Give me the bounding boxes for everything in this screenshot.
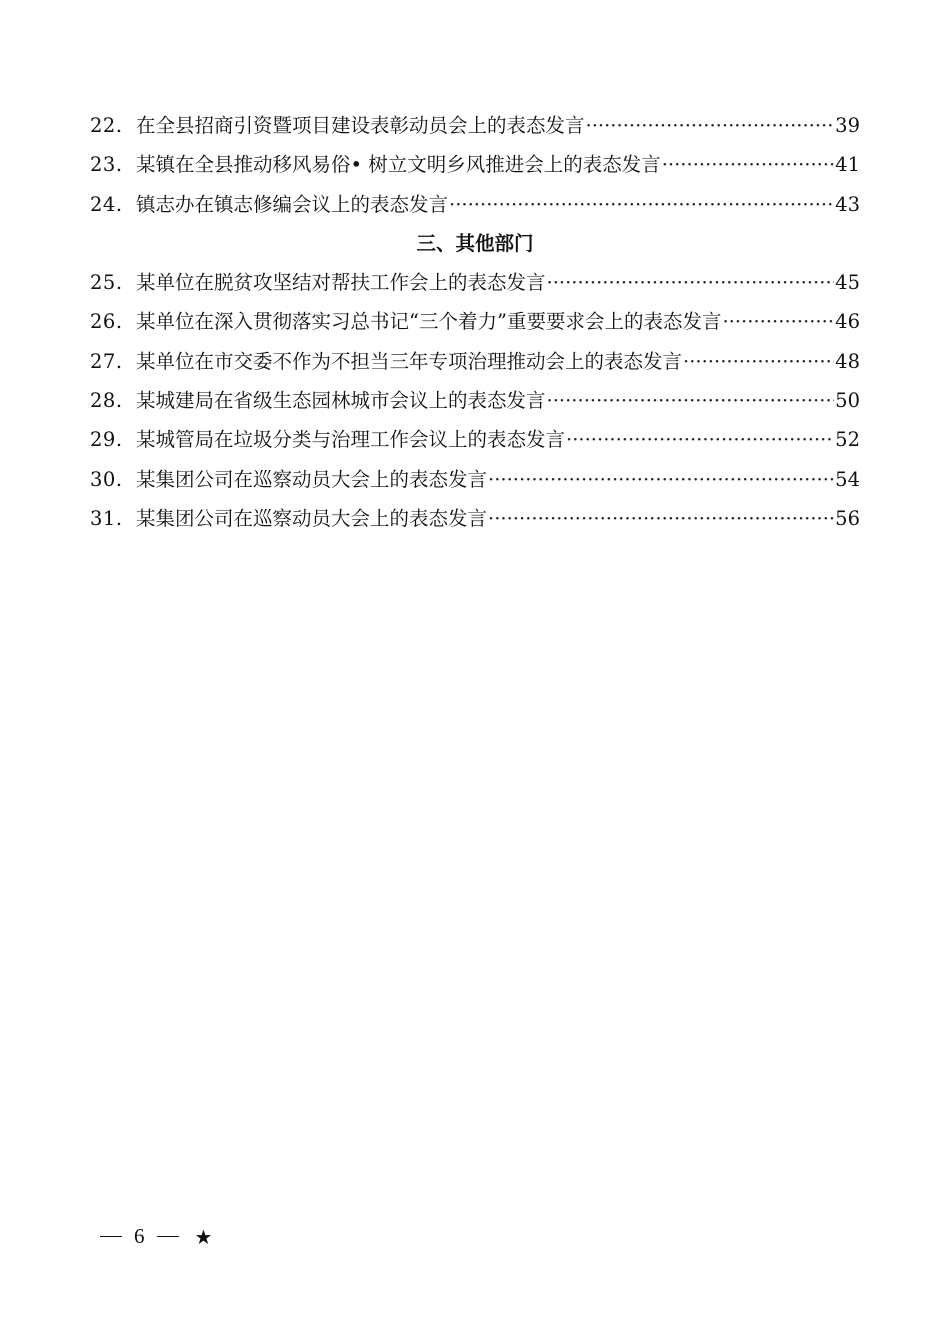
toc-entry[interactable]	[90, 302, 860, 341]
toc-entry-page: 50	[835, 389, 860, 413]
toc-entry[interactable]	[90, 106, 860, 145]
toc-entry-page: 43	[835, 192, 860, 216]
toc-entry-number: 22.	[90, 114, 123, 137]
toc-entry[interactable]	[90, 381, 860, 420]
toc-entry-title: 某集团公司在巡察动员大会上的表态发言	[136, 467, 488, 491]
toc-entry-page: 45	[835, 271, 860, 295]
toc-group-county-towns	[90, 106, 860, 224]
toc-leader-dots	[662, 145, 834, 184]
toc-entry-page: 48	[835, 349, 860, 373]
page-number: 6	[134, 1224, 145, 1248]
toc-entry-number: 30.	[90, 467, 123, 491]
toc-entry-page: 56	[835, 506, 860, 530]
toc-entry-number: 24.	[90, 192, 123, 216]
toc-entry[interactable]	[90, 185, 860, 224]
toc-entry-title: 某单位在深入贯彻落实习总书记“三个着力”重要要求会上的表态发言	[136, 310, 722, 334]
toc-entry-title: 镇志办在镇志修编会议上的表态发言	[136, 192, 449, 216]
toc-leader-dots	[683, 342, 834, 381]
table-of-contents	[90, 106, 860, 538]
toc-entry-number: 26.	[90, 310, 123, 334]
toc-entry[interactable]	[90, 499, 860, 538]
toc-leader-dots	[488, 460, 834, 499]
toc-entry-title: 某单位在脱贫攻坚结对帮扶工作会上的表态发言	[136, 271, 546, 295]
toc-entry-page: 52	[835, 428, 860, 452]
toc-entry-number: 23.	[90, 153, 123, 177]
toc-entry-page: 41	[835, 153, 860, 177]
toc-entry-number: 31.	[90, 506, 123, 530]
toc-entry[interactable]	[90, 460, 860, 499]
toc-leader-dots	[722, 302, 834, 341]
toc-entry-title: 在全县招商引资暨项目建设表彰动员会上的表态发言	[136, 114, 585, 137]
toc-entry[interactable]	[90, 145, 860, 184]
toc-leader-dots	[547, 381, 835, 420]
toc-entry-page: 54	[835, 467, 860, 491]
toc-entry-number: 28.	[90, 389, 123, 413]
toc-entry-title: 某城管局在垃圾分类与治理工作会议上的表态发言	[136, 428, 566, 452]
toc-group-other-departments	[90, 263, 860, 538]
toc-entry-number: 25.	[90, 271, 123, 295]
toc-entry-page: 46	[835, 310, 860, 334]
toc-entry-title: 某城建局在省级生态园林城市会议上的表态发言	[136, 389, 546, 413]
toc-entry-page: 39	[835, 114, 860, 137]
toc-entry-number: 27.	[90, 349, 123, 373]
toc-entry[interactable]	[90, 342, 860, 381]
toc-entry-title: 某单位在市交委不作为不担当三年专项治理推动会上的表态发言	[136, 349, 683, 373]
toc-entry[interactable]	[90, 263, 860, 302]
toc-leader-dots	[586, 106, 835, 145]
star-icon: ★	[194, 1224, 213, 1249]
em-dash-left	[100, 1236, 122, 1238]
toc-leader-dots	[547, 263, 835, 302]
page-footer	[100, 1224, 212, 1249]
toc-entry-title: 某集团公司在巡察动员大会上的表态发言	[136, 506, 488, 530]
toc-leader-dots	[488, 499, 834, 538]
toc-entry-number: 29.	[90, 428, 123, 452]
toc-entry-title: 某镇在全县推动移风易俗• 树立文明乡风推进会上的表态发言	[136, 153, 661, 177]
section-heading: 三、其他部门	[416, 231, 534, 255]
em-dash-right	[157, 1236, 179, 1238]
toc-leader-dots	[449, 185, 834, 224]
toc-leader-dots	[566, 420, 834, 459]
toc-entry[interactable]	[90, 420, 860, 459]
